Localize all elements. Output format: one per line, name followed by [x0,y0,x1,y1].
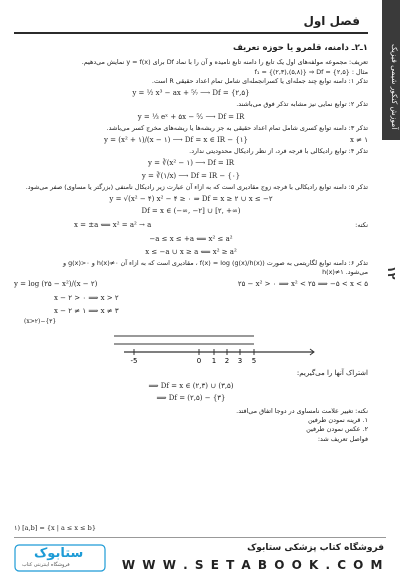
note-5: تذکر ۵: دامنه توابع رادیکالی با فرجه زوج مقادیری است که به ازاء آن عبارت زیر رادیکال نامنفی (بزرگتر یا مساوی) صفر می‌شود. [25,182,368,191]
example-line: مثال : f₁ = {(۲,۳),(۵,۸)} ⇒ Df = {۲,۵} [254,67,368,76]
header-rule [14,32,368,34]
note-item-3: فواصل تعریف شد: [317,434,368,443]
note-1: تذکر ۱: دامنه توابع چند جمله‌ای یا کسرانجمله‌ای شامل تمام اعداد حقیقی R است. [151,76,368,85]
intersect-line: اشتراک آنها را می‌گیریم: [296,369,368,378]
number-line-tick-label: 0 [196,357,202,366]
formula-frac-row [14,133,368,147]
section-title: ۱ـ۲ـ دامنه، قلمرو یا حوزه تعریف [232,43,368,53]
logo-subtext: فروشگاه اینترنتی کتاب [22,562,70,568]
footer-formula: ۱) [a,b] = {x | a ≤ x ≤ b} [14,524,96,532]
side-label: آموزش کنکور شیمی فیزیک [390,44,399,130]
log-cond-1: ۲۵ − x² > ۰ ⟹ x² < ۲۵ ⟹ −۵ < x < ۵ [237,280,368,289]
tip-2: −a ≤ x ≤ +a ⟸ x² ≤ a² [149,235,233,244]
footer-rule [14,537,386,538]
store-name: فروشگاه کتاب پزشکی ستابوک [247,543,384,553]
number-line-tick-label: 5 [251,357,257,366]
content [14,38,368,444]
formula-odd-root: y = ∛(x² − ۱) ⟶ Df = IR [147,159,235,168]
note-4: تذکر ۴: توابع رادیکالی با فرجه فرد، از نظر رادیکال محدودیتی ندارد. [189,147,368,156]
note-2: تذکر ۲: توابع نمایی نیز مشابه تذکر فوق می‌باشند. [236,100,368,109]
number-line-tick-label: 2 [224,357,230,366]
number-line-tick-label: 1 [211,357,217,366]
log-cond-2: x − ۲ > ۰ ⟹ x > ۲ [54,294,119,303]
note-6-cont: می‌شود. h(x)≠۱ [322,267,368,276]
result-1: ⟹ Df = x ∈ (۲,۳) ∪ (۳,۵) [148,381,234,390]
tip-3: x ≤ −a ∪ x ≥ a ⟸ x² ≥ a² [145,247,237,256]
number-line-svg [14,328,368,366]
page-number: ۱۲ [385,266,398,280]
number-line-tick-label: -5 [130,357,138,366]
formula-frac: y = (x² + ۱)/(x − ۱) ⟶ Df = x ∈ IR − {۱} [104,136,249,144]
formula-even-root: y = √(x² − ۴) x² − ۴ ≥ ۰ ⇒ Df = x ≥ ۲ ∪ x ≤ −۲ [109,194,273,203]
log-cond-3: x − ۲ ≠ ۱ ⟹ x ≠ ۳ [54,306,119,315]
log-example: y = log (۲۵ − x²)/(x − ۲) [14,280,98,289]
formula-poly: y = ½ x³ − ax + ⁵⁄₇ ⟶ Df = {۲,۵} [132,89,250,98]
formula-odd-root-2: y = ∛(۱/x) ⟶ Df = IR − {۰} [141,171,241,180]
chapter-title: فصل اول [303,14,360,28]
number-line-tick-label: 3 [237,357,243,366]
note-item-1: ۱. قرینه نمودن طرفین [307,416,368,425]
logo-text: ستابوک [34,546,84,561]
tip-1: x = ±a ⟸ x² = a² → a [74,221,152,230]
formula-exp: y = ⅓ eˣ + ۵x − ⁵⁄₂ ⟶ Df = IR [137,112,245,121]
log-union: (x>۲)−{۳} [24,317,57,325]
number-line [14,328,368,366]
note-title: نکته: تغییر علامت نامساوی در دوجا اتفاق می‌افتد. [236,406,368,415]
result-2: ⟹ Df = (۲,۵) − {۳} [156,393,226,402]
formula-even-root-interval: Df = x ∈ (−∞, −۲] ∪ [۲, +∞) [141,207,241,216]
number-line-ticks [131,349,257,365]
note-6: تذکر ۶: دامنه توابع لگاریتمی به صورت f(x) = log (g(x)/h(x)) ، مقادیری است که به ازاء آن h(x)≠۰ و g(x)>۰ و [62,258,368,267]
note-3: تذکر ۳: دامنه توابع کسری شامل تمام اعداد حقیقی به جز ریشه‌ها یا ریشه‌های مخرج کسر می‌باشد. [106,123,368,132]
tip-label: نکته: [355,220,368,229]
store-url[interactable]: W W W . S E T A B O O K . C O M [121,558,384,572]
side-tab [382,0,400,140]
definition-line: تعریف: مجموعه مولفه‌های اول یک تابع را دامنه تابع نامیده و آن را با نماد Df برای y = f(x) نمایش می‌دهیم. [81,58,368,67]
setabook-logo [14,544,106,572]
log-row [14,277,368,291]
formula-frac-cond: x ≠ ۱ [349,136,368,144]
tip-row-1 [14,218,368,232]
note-item-2: ۲. عکس نمودن طرفین [306,425,368,434]
